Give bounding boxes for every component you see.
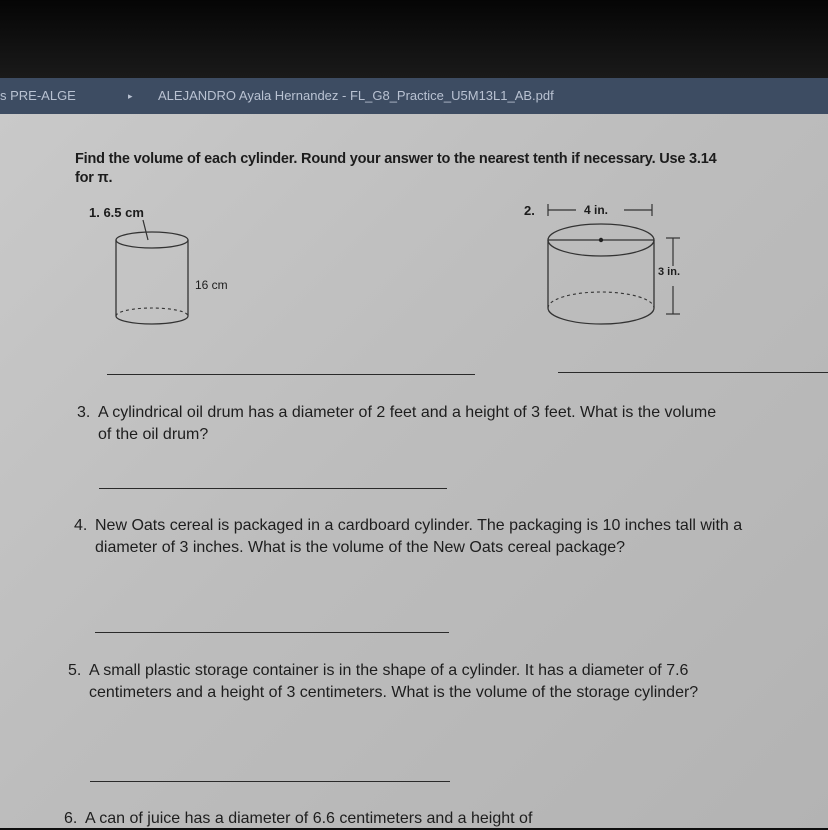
answer-line-1[interactable] (107, 374, 475, 375)
answer-line-3[interactable] (99, 488, 447, 489)
breadcrumb-chevron-icon: ▸ (128, 91, 133, 101)
worksheet-instructions: Find the volume of each cylinder. Round your answer to the nearest tenth if necessary. Use 3.14 for π. (75, 151, 717, 186)
problem-6 (64, 808, 764, 830)
problem-4-text: New Oats cereal is packaged in a cardboard cylinder. The packaging is 10 inches tall with a diameter of 3 inches. What is the volume of the New Oats cereal package? (95, 517, 743, 556)
problem-3-number: 3. (77, 404, 91, 421)
answer-line-5[interactable] (90, 781, 450, 782)
answer-line-4[interactable] (95, 632, 449, 633)
figure2-height-label: 3 in. (658, 266, 681, 278)
figure2-label: 2. (524, 203, 535, 218)
figure1-label: 1. 6.5 cm (89, 205, 144, 220)
cylinder-1-figure (110, 218, 200, 338)
figure2-diameter-label: 4 in. (584, 203, 609, 217)
answer-line-2[interactable] (558, 372, 828, 373)
problem-4-number: 4. (74, 517, 88, 534)
breadcrumb-file-name[interactable]: ALEJANDRO Ayala Hernandez - FL_G8_Practice_U5M13L1_AB.pdf (158, 88, 554, 103)
screen-top-bezel (0, 0, 828, 78)
problem-3-text: A cylindrical oil drum has a diameter of 2 feet and a height of 3 feet. What is the volume of the oil drum? (98, 404, 717, 443)
breadcrumb-course-link[interactable]: s PRE-ALGE (0, 88, 76, 103)
problem-6-number: 6. (64, 810, 78, 827)
problem-4 (74, 515, 744, 559)
problem-5-number: 5. (68, 662, 82, 679)
problem-5 (68, 660, 758, 704)
figure1-height-label: 16 cm (195, 278, 228, 292)
problem-5-text: A small plastic storage container is in the shape of a cylinder. It has a diameter of 7.6 centimeters and a height of 3 centimeters. What is the volume of the storage cylinder? (89, 662, 699, 701)
problem-6-text: A can of juice has a diameter of 6.6 centimeters and a height of (85, 810, 533, 827)
worksheet-page (0, 114, 828, 828)
problem-3 (77, 402, 727, 446)
breadcrumb-bar (0, 78, 828, 114)
